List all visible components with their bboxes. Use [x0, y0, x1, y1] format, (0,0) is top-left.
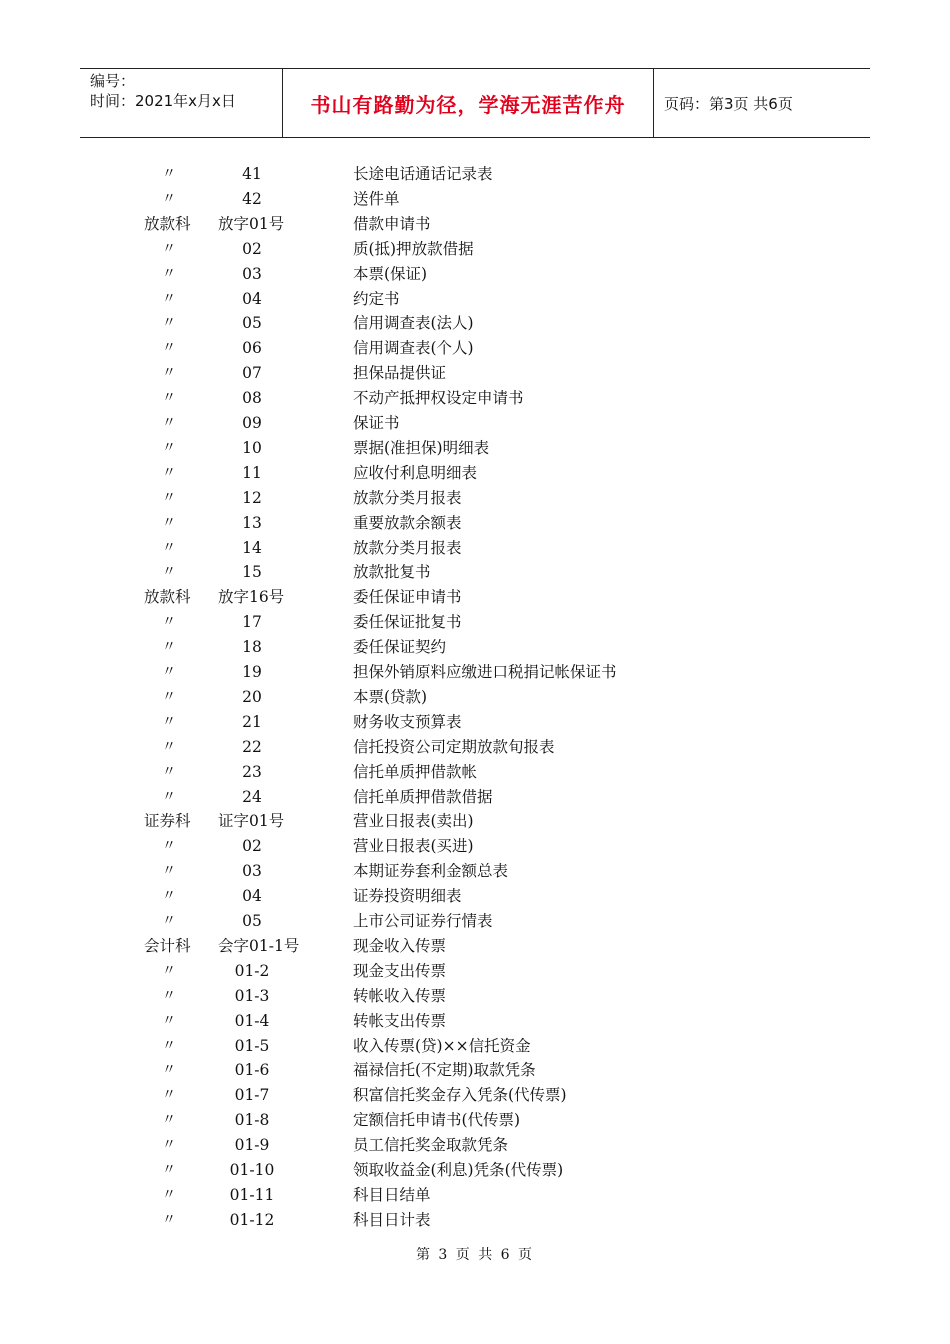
form-code: 42 — [242, 189, 262, 208]
number-label: 编号： — [90, 72, 136, 90]
ditto-mark: 〃 — [162, 788, 176, 805]
ditto-mark: 〃 — [162, 265, 176, 282]
form-code: 23 — [242, 762, 262, 781]
department-name: 放款科 — [144, 588, 191, 607]
form-code: 01-7 — [234, 1086, 270, 1105]
ditto-mark: 〃 — [162, 738, 176, 755]
form-name: 委任保证申请书 — [353, 588, 462, 607]
motto-text: 书山有路勤为径，学海无涯苦作舟 — [310, 92, 626, 117]
form-code: 放字01号 — [218, 214, 285, 233]
form-name: 转帐支出传票 — [353, 1011, 447, 1030]
list-item — [0, 710, 950, 735]
ditto-mark: 〃 — [162, 1211, 176, 1228]
list-item — [0, 834, 950, 859]
list-item — [0, 585, 950, 610]
page-footer: 第 3 页 共 6 页 — [415, 1247, 535, 1263]
list-item — [0, 984, 950, 1009]
ditto-mark: 〃 — [162, 1112, 176, 1129]
list-item — [0, 386, 950, 411]
form-name: 信托投资公司定期放款旬报表 — [353, 737, 555, 756]
list-item — [0, 1034, 950, 1059]
list-item — [0, 785, 950, 810]
list-item — [0, 809, 950, 834]
form-name: 营业日报表(买进) — [353, 837, 474, 856]
form-name: 收入传票(贷)××信托资金 — [353, 1036, 531, 1055]
ditto-mark: 〃 — [162, 489, 176, 506]
form-name: 票据(准担保)明细表 — [353, 438, 490, 457]
form-code: 17 — [242, 613, 262, 632]
form-name: 本票(贷款) — [353, 687, 428, 706]
list-item — [0, 660, 950, 685]
list-item — [0, 610, 950, 635]
list-item — [0, 1183, 950, 1208]
header-meta — [80, 69, 282, 137]
list-item — [0, 1058, 950, 1083]
form-name: 借款申请书 — [353, 214, 431, 233]
form-code: 05 — [242, 314, 262, 333]
form-name: 送件单 — [353, 189, 400, 208]
form-code: 09 — [242, 414, 262, 432]
form-name: 积富信托奖金存入凭条(代传票) — [353, 1086, 567, 1105]
ditto-mark: 〃 — [162, 390, 176, 407]
list-item — [0, 336, 950, 361]
form-name: 转帐收入传票 — [353, 986, 447, 1005]
form-code: 41 — [242, 165, 262, 183]
list-item — [0, 486, 950, 511]
ditto-mark: 〃 — [162, 564, 176, 581]
list-item — [0, 859, 950, 884]
form-name: 营业日报表(卖出) — [353, 812, 474, 831]
form-code: 15 — [242, 563, 262, 582]
form-name: 保证书 — [353, 414, 400, 432]
form-name: 领取收益金(利息)凭条(代传票) — [353, 1161, 564, 1179]
form-code: 12 — [242, 488, 262, 507]
ditto-mark: 〃 — [162, 415, 176, 431]
list-item — [0, 461, 950, 486]
list-item — [0, 436, 950, 461]
form-code: 19 — [242, 663, 262, 681]
form-code: 会字01-1号 — [218, 936, 300, 955]
form-code: 22 — [242, 737, 262, 756]
header-motto-cell — [282, 69, 654, 137]
form-code: 01-8 — [234, 1111, 270, 1130]
list-item — [0, 287, 950, 312]
form-name: 员工信托奖金取款凭条 — [353, 1136, 509, 1155]
ditto-mark: 〃 — [162, 913, 176, 929]
form-code: 01-2 — [234, 961, 270, 980]
form-code: 18 — [242, 638, 262, 657]
form-code: 24 — [242, 787, 262, 806]
ditto-mark: 〃 — [162, 1062, 176, 1079]
list-item — [0, 1133, 950, 1158]
form-name: 放款分类月报表 — [353, 488, 462, 507]
ditto-mark: 〃 — [162, 763, 176, 780]
form-code: 14 — [242, 538, 262, 557]
list-item — [0, 1158, 950, 1183]
ditto-mark: 〃 — [162, 639, 176, 656]
department-name: 证券科 — [144, 812, 191, 831]
ditto-mark: 〃 — [162, 464, 176, 481]
form-code: 20 — [242, 687, 262, 706]
form-code: 10 — [242, 438, 262, 457]
form-name: 信托单质押借款帐 — [353, 762, 478, 781]
department-name: 放款科 — [144, 214, 191, 233]
form-code: 01-11 — [229, 1185, 275, 1204]
page-header — [80, 68, 870, 138]
list-item — [0, 1208, 950, 1233]
form-name: 福禄信托(不定期)取款凭条 — [353, 1061, 536, 1080]
form-name: 信用调查表(法人) — [353, 314, 474, 333]
list-item — [0, 959, 950, 984]
ditto-mark: 〃 — [162, 514, 176, 531]
list-item — [0, 511, 950, 536]
form-code: 06 — [242, 339, 262, 358]
form-code: 04 — [242, 289, 262, 308]
form-code: 01-5 — [234, 1036, 270, 1055]
form-name: 应收付利息明细表 — [353, 463, 478, 482]
ditto-mark: 〃 — [162, 190, 176, 207]
ditto-mark: 〃 — [162, 664, 176, 680]
form-code: 07 — [242, 364, 262, 383]
form-name: 放款分类月报表 — [353, 538, 462, 557]
form-name: 信用调查表(个人) — [353, 339, 474, 358]
ditto-mark: 〃 — [162, 539, 176, 556]
page-label: 页码：第3页 共6页 — [664, 94, 793, 113]
form-name: 放款批复书 — [353, 563, 431, 582]
form-code: 02 — [242, 837, 262, 856]
list-item — [0, 187, 950, 212]
list-item — [0, 411, 950, 436]
form-name: 委任保证批复书 — [353, 613, 462, 632]
list-item — [0, 162, 950, 187]
form-name: 信托单质押借款借据 — [353, 787, 493, 806]
form-code: 01-9 — [234, 1136, 270, 1155]
ditto-mark: 〃 — [162, 838, 176, 855]
form-code: 04 — [242, 887, 262, 906]
list-item — [0, 560, 950, 585]
ditto-mark: 〃 — [162, 987, 176, 1004]
form-code: 01-10 — [229, 1161, 275, 1179]
form-code: 03 — [242, 264, 262, 283]
form-name: 担保外销原料应缴进口税捐记帐保证书 — [353, 663, 617, 681]
form-name: 本期证券套利金额总表 — [353, 862, 509, 881]
form-code: 21 — [242, 712, 262, 731]
form-name: 本票(保证) — [353, 264, 428, 283]
form-name: 财务收支预算表 — [353, 712, 462, 731]
ditto-mark: 〃 — [162, 614, 176, 631]
form-name: 上市公司证券行情表 — [353, 912, 493, 930]
ditto-mark: 〃 — [162, 1037, 176, 1054]
ditto-mark: 〃 — [162, 1087, 176, 1104]
ditto-mark: 〃 — [162, 166, 176, 182]
ditto-mark: 〃 — [162, 1137, 176, 1154]
header-page-cell — [654, 69, 870, 137]
list-item — [0, 909, 950, 934]
form-name: 质(抵)押放款借据 — [353, 239, 474, 258]
form-code: 05 — [242, 912, 262, 930]
ditto-mark: 〃 — [162, 340, 176, 357]
form-code: 03 — [242, 862, 262, 881]
ditto-mark: 〃 — [162, 290, 176, 307]
form-name: 证券投资明细表 — [353, 887, 462, 906]
ditto-mark: 〃 — [162, 688, 176, 705]
ditto-mark: 〃 — [162, 1162, 176, 1178]
list-item — [0, 884, 950, 909]
form-code: 01-12 — [229, 1210, 275, 1229]
form-code: 13 — [242, 513, 262, 532]
form-code: 放字16号 — [218, 588, 285, 607]
form-name: 定额信托申请书(代传票) — [353, 1111, 521, 1130]
ditto-mark: 〃 — [162, 240, 176, 257]
list-item — [0, 1083, 950, 1108]
form-code: 11 — [242, 463, 262, 482]
form-name: 担保品提供证 — [353, 364, 447, 383]
list-item — [0, 934, 950, 959]
form-code: 01-4 — [234, 1011, 270, 1030]
list-item — [0, 760, 950, 785]
form-name: 委任保证契约 — [353, 638, 447, 657]
form-code: 01-6 — [234, 1061, 270, 1080]
ditto-mark: 〃 — [162, 315, 176, 332]
form-name: 科目日结单 — [353, 1185, 431, 1204]
list-item — [0, 735, 950, 760]
ditto-mark: 〃 — [162, 863, 176, 880]
form-name: 重要放款余额表 — [353, 513, 462, 532]
list-item — [0, 536, 950, 561]
form-name: 科目日计表 — [353, 1210, 431, 1229]
time-label: 时间：2021年x月x日 — [90, 92, 236, 110]
ditto-mark: 〃 — [162, 1186, 176, 1203]
ditto-mark: 〃 — [162, 365, 176, 382]
list-item — [0, 237, 950, 262]
ditto-mark: 〃 — [162, 962, 176, 979]
list-item — [0, 262, 950, 287]
list-item — [0, 635, 950, 660]
list-item — [0, 1108, 950, 1133]
department-name: 会计科 — [144, 936, 191, 955]
form-code: 证字01号 — [218, 812, 285, 831]
form-code: 08 — [242, 389, 262, 408]
ditto-mark: 〃 — [162, 1012, 176, 1029]
form-code: 01-3 — [234, 986, 270, 1005]
form-name: 不动产抵押权设定申请书 — [353, 389, 524, 408]
ditto-mark: 〃 — [162, 713, 176, 730]
list-item — [0, 212, 950, 237]
list-item — [0, 1009, 950, 1034]
form-name: 现金支出传票 — [353, 961, 447, 980]
list-item — [0, 685, 950, 710]
list-item — [0, 311, 950, 336]
list-item — [0, 361, 950, 386]
form-code: 02 — [242, 239, 262, 258]
ditto-mark: 〃 — [162, 888, 176, 905]
ditto-mark: 〃 — [162, 439, 176, 456]
form-name: 长途电话通话记录表 — [353, 165, 493, 183]
form-name: 现金收入传票 — [353, 936, 447, 955]
form-name: 约定书 — [353, 289, 400, 308]
